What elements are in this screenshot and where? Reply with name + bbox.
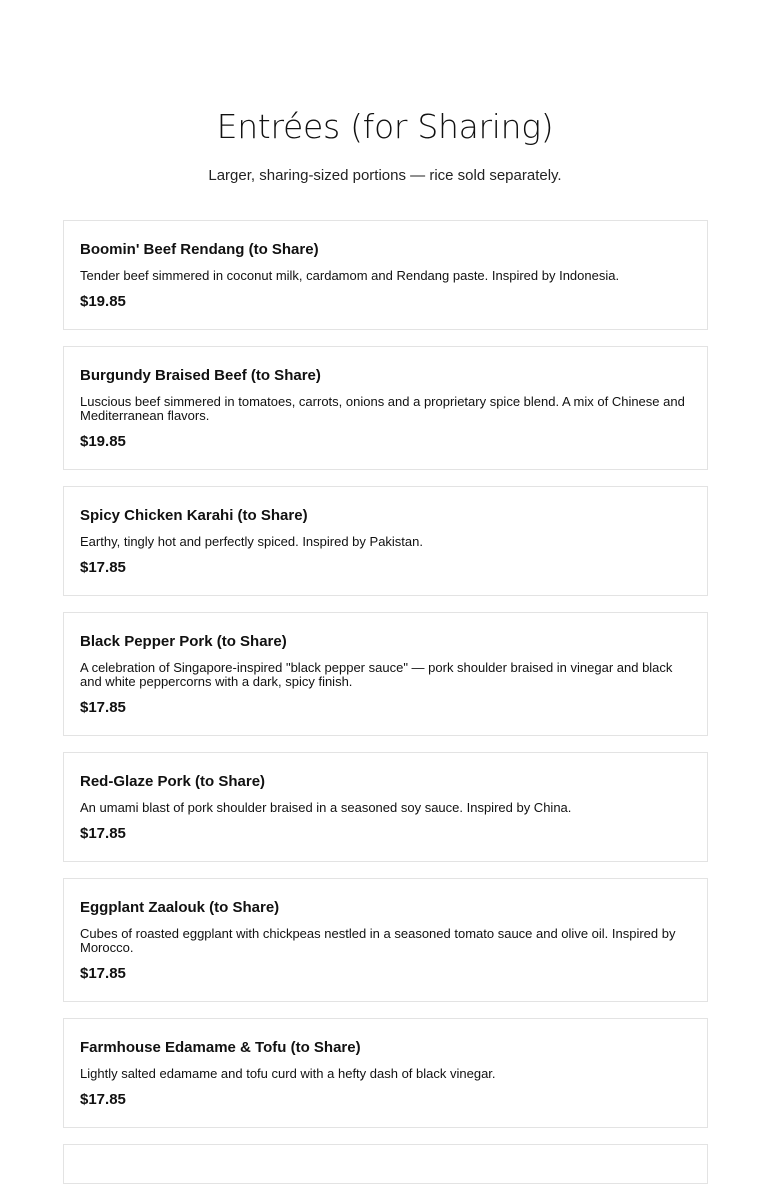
menu-item-name: Red-Glaze Pork (to Share) [80, 773, 266, 790]
menu-item-card[interactable] [63, 346, 708, 470]
page-title: Entrées (for Sharing) [216, 107, 554, 146]
page-subtitle: Larger, sharing-sized portions — rice sold separately. [208, 167, 562, 184]
menu-item-description: An umami blast of pork shoulder braised in a seasoned soy sauce. Inspired by China. [80, 800, 572, 815]
menu-item-price: $19.85 [80, 433, 126, 450]
menu-item-price: $17.85 [80, 559, 126, 576]
menu-item-price: $17.85 [80, 699, 126, 716]
menu-item-description: Luscious beef simmered in tomatoes, carrots, onions and a proprietary spice blend. A mix of Chinese and Mediterranean flavors. [80, 394, 685, 423]
menu-item-price: $19.85 [80, 293, 126, 310]
menu-item-name: Burgundy Braised Beef (to Share) [80, 367, 321, 384]
menu-item-card[interactable] [63, 486, 708, 596]
menu-item-card[interactable] [63, 220, 708, 330]
menu-item-price: $17.85 [80, 1091, 126, 1108]
menu-item-card[interactable] [63, 878, 708, 1002]
menu-item-name: Black Pepper Pork (to Share) [80, 633, 287, 650]
menu-item-name: Eggplant Zaalouk (to Share) [80, 899, 280, 916]
menu-item-description: Tender beef simmered in coconut milk, cardamom and Rendang paste. Inspired by Indonesia. [80, 268, 620, 283]
menu-item-name: Spicy Chicken Karahi (to Share) [80, 507, 308, 524]
menu-item-description: Cubes of roasted eggplant with chickpeas nestled in a seasoned tomato sauce and olive oil. Inspired by Morocco. [80, 926, 676, 955]
menu-item-card[interactable] [63, 612, 708, 736]
menu-item-price: $17.85 [80, 965, 126, 982]
menu-item-name: Boomin' Beef Rendang (to Share) [80, 241, 319, 258]
menu-item-name: Farmhouse Edamame & Tofu (to Share) [80, 1039, 361, 1056]
menu-item-description: A celebration of Singapore-inspired "black pepper sauce" — pork shoulder braised in vinegar and black and white peppercorns with a dark, spicy finish. [80, 660, 673, 689]
menu-item-description: Lightly salted edamame and tofu curd with a hefty dash of black vinegar. [80, 1066, 496, 1081]
menu-item-card[interactable] [63, 752, 708, 862]
menu-item-card-partial[interactable] [63, 1144, 708, 1184]
menu-item-price: $17.85 [80, 825, 126, 842]
menu-item-description: Earthy, tingly hot and perfectly spiced. Inspired by Pakistan. [80, 534, 423, 549]
menu-item-list [63, 220, 708, 1200]
menu-item-card[interactable] [63, 1018, 708, 1128]
